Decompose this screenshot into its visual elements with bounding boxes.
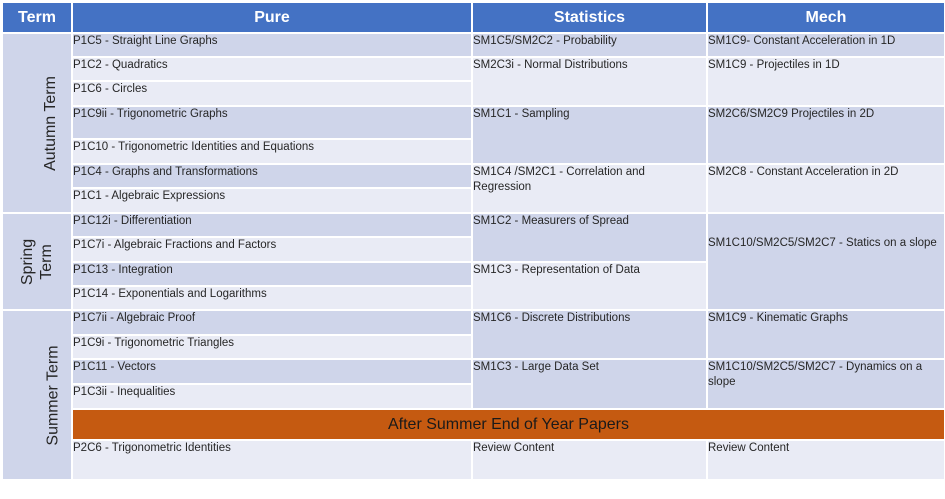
pure-cell: P1C13 - Integration (72, 262, 472, 286)
mech-cell: SM1C9 - Projectiles in 1D (707, 57, 945, 106)
after-summer-banner: After Summer End of Year Papers (72, 409, 945, 440)
statistics-cell: SM1C3 - Representation of Data (472, 262, 707, 310)
pure-cell: P1C9i - Trigonometric Triangles (72, 335, 472, 359)
statistics-cell: SM1C6 - Discrete Distributions (472, 310, 707, 359)
table-row (2, 310, 945, 335)
statistics-cell: SM1C2 - Measurers of Spread (472, 213, 707, 262)
table-row (2, 440, 945, 480)
table-row (2, 33, 945, 57)
mech-cell: SM2C6/SM2C9 Projectiles in 2D (707, 106, 945, 164)
term-spring (2, 213, 72, 310)
pure-cell: P1C1 - Algebraic Expressions (72, 188, 472, 213)
mech-cell: SM1C9- Constant Acceleration in 1D (707, 33, 945, 57)
pure-cell: P1C5 - Straight Line Graphs (72, 33, 472, 57)
header-row (2, 2, 945, 33)
term-label: Summer Term (44, 344, 62, 446)
mech-cell: SM1C9 - Kinematic Graphs (707, 310, 945, 359)
pure-cell: P1C14 - Exponentials and Logarithms (72, 286, 472, 310)
pure-cell: P1C3ii - Inequalities (72, 384, 472, 409)
table-row (2, 359, 945, 384)
statistics-cell: SM1C5/SM2C2 - Probability (472, 33, 707, 57)
pure-cell: P1C6 - Circles (72, 81, 472, 106)
pure-cell: P2C6 - Trigonometric Identities (72, 440, 472, 480)
table-row (2, 57, 945, 81)
pure-cell: P1C2 - Quadratics (72, 57, 472, 81)
statistics-cell: SM2C3i - Normal Distributions (472, 57, 707, 106)
pure-cell: P1C12i - Differentiation (72, 213, 472, 237)
scheme-of-work-table (1, 1, 945, 481)
table-row (2, 213, 945, 237)
header-statistics: Statistics (472, 2, 707, 33)
mech-cell: SM2C8 - Constant Acceleration in 2D (707, 164, 945, 213)
statistics-cell: SM1C3 - Large Data Set (472, 359, 707, 409)
term-label (18, 238, 56, 284)
pure-cell: P1C4 - Graphs and Transformations (72, 164, 472, 188)
pure-cell: P1C9ii - Trigonometric Graphs (72, 106, 472, 139)
pure-cell: P1C10 - Trigonometric Identities and Equations (72, 139, 472, 164)
banner-row (2, 409, 945, 440)
statistics-cell: SM1C4 /SM2C1 - Correlation and Regression (472, 164, 707, 213)
header-term: Term (2, 2, 72, 33)
mech-cell: Review Content (707, 440, 945, 480)
table-row (2, 106, 945, 139)
statistics-cell: SM1C1 - Sampling (472, 106, 707, 164)
header-pure: Pure (72, 2, 472, 33)
term-label-line: Spring (19, 238, 36, 285)
header-mech: Mech (707, 2, 945, 33)
mech-cell: SM1C10/SM2C5/SM2C7 - Statics on a slope (707, 213, 945, 310)
pure-cell: P1C7i - Algebraic Fractions and Factors (72, 237, 472, 262)
pure-cell: P1C11 - Vectors (72, 359, 472, 384)
term-label: Autumn Term (41, 75, 59, 171)
term-summer (2, 310, 72, 480)
term-autumn (2, 33, 72, 213)
statistics-cell: Review Content (472, 440, 707, 480)
term-label-line: Term (38, 243, 55, 280)
mech-cell: SM1C10/SM2C5/SM2C7 - Dynamics on a slope (707, 359, 945, 409)
pure-cell: P1C7ii - Algebraic Proof (72, 310, 472, 335)
table-row (2, 164, 945, 188)
